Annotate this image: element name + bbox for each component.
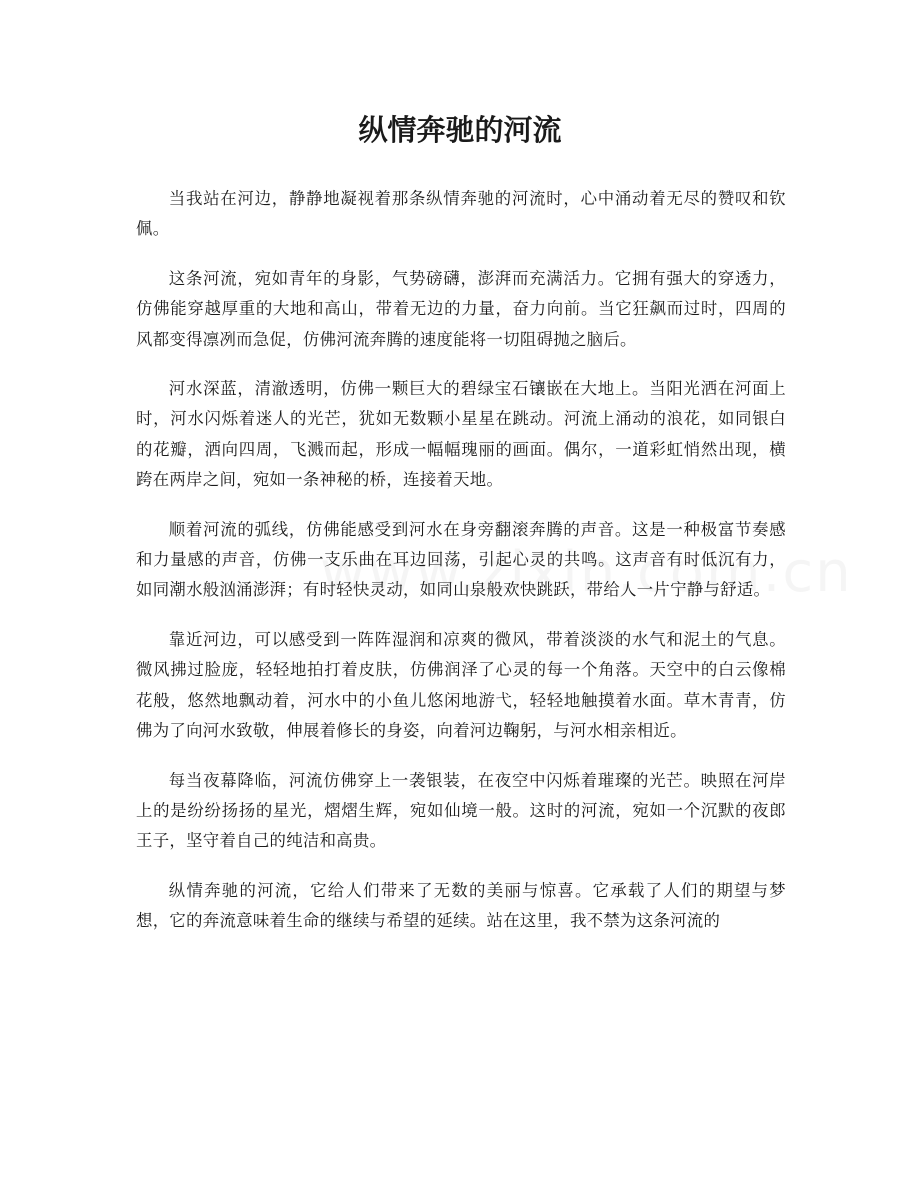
document-body [136,184,786,956]
paragraph-4: 顺着河流的弧线，仿佛能感受到河水在身旁翻滚奔腾的声音。这是一种极富节奏感和力量感的声音，仿佛一支乐曲在耳边回荡，引起心灵的共鸣。这声音有时低沉有力，如同潮水般汹涌澎湃；有时轻快灵动，如同山泉般欢快跳跃，带给人一片宁静与舒适。 [136,519,786,600]
paragraph-7: 纵情奔驰的河流，它给人们带来了无数的美丽与惊喜。它承载了人们的期望与梦想，它的奔流意味着生命的继续与希望的延续。站在这里，我不禁为这条河流的 [136,880,786,931]
paragraph-5: 靠近河边，可以感受到一阵阵湿润和凉爽的微风，带着淡淡的水气和泥土的气息。微风拂过脸庞，轻轻地拍打着皮肤，仿佛润泽了心灵的每一个角落。天空中的白云像棉花般，悠然地飘动着，河水中的小鱼儿悠闲地游弋，轻轻地触摸着水面。草木青青，仿佛为了向河水致敬，伸展着修长的身姿，向着河边鞠躬，与河水相亲相近。 [136,629,786,741]
paragraph-1: 当我站在河边，静静地凝视着那条纵情奔驰的河流时，心中涌动着无尽的赞叹和钦佩。 [136,189,786,239]
document-title: 纵情奔驰的河流 [358,113,562,147]
paragraph-2: 这条河流，宛如青年的身影，气势磅礴，澎湃而充满活力。它拥有强大的穿透力，仿佛能穿越厚重的大地和高山，带着无边的力量，奋力向前。当它狂飙而过时，四周的风都变得凛冽而急促，仿佛河流奔腾的速度能将一切阻碍抛之脑后。 [136,268,786,349]
paragraph-3: 河水深蓝，清澈透明，仿佛一颗巨大的碧绿宝石镶嵌在大地上。当阳光洒在河面上时，河水闪烁着迷人的光芒，犹如无数颗小星星在跳动。河流上涌动的浪花，如同银白的花瓣，洒向四周，飞溅而起，形成一幅幅瑰丽的画面。偶尔，一道彩虹悄然出现，横跨在两岸之间，宛如一条神秘的桥，连接着天地。 [136,379,786,490]
paragraph-6: 每当夜幕降临，河流仿佛穿上一袭银装，在夜空中闪烁着璀璨的光芒。映照在河岸上的是纷纷扬扬的星光，熠熠生辉，宛如仙境一般。这时的河流，宛如一个沉默的夜郎王子，坚守着自己的纯洁和高贵。 [136,770,786,851]
